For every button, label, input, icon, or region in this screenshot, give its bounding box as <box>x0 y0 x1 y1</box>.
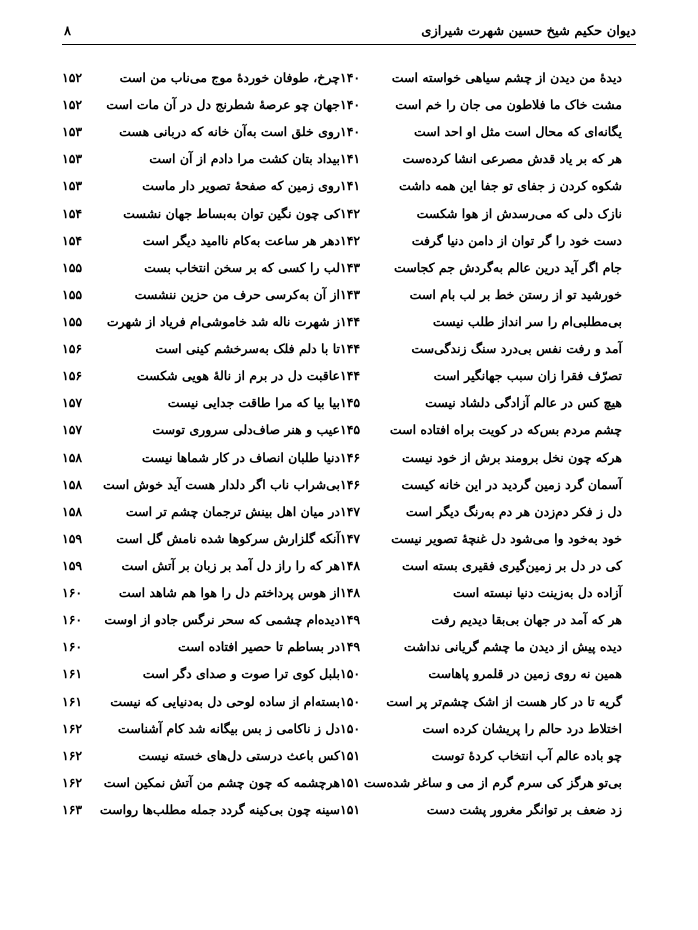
page-reference: ۱۴۵ <box>340 395 361 411</box>
index-entry <box>340 583 622 610</box>
index-entry <box>62 258 340 285</box>
index-entry <box>62 692 340 719</box>
verse-incipit: چو باده عالم آب انتخاب کردهٔ توست <box>431 747 622 763</box>
index-entry <box>340 393 622 420</box>
verse-incipit: هرچشمه که چون چشم من آتش نمکین است <box>103 774 340 790</box>
page-reference: ۱۶۰ <box>62 585 83 601</box>
page-reference: ۱۵۴ <box>62 205 83 221</box>
page-reference: ۱۶۳ <box>62 801 83 817</box>
index-entry <box>340 176 622 203</box>
verse-incipit: کی در دل بر زمین‌گیری فقیری بسته است <box>402 557 622 573</box>
verse-incipit: نازک دلی که می‌رسدش از هوا شکست <box>416 205 622 221</box>
page-reference: ۱۴۸ <box>340 557 361 573</box>
verse-incipit: دل ز ناکامی ز بس بیگانه شد کام آشناست <box>117 720 340 736</box>
verse-incipit: آسمان گرد زمین گردید در این خانه کیست <box>401 476 622 492</box>
index-entry <box>62 420 340 447</box>
verse-incipit: در میان اهل بینش ترجمان چشم تر است <box>125 503 340 519</box>
verse-incipit: کس باعث درستی دل‌های خسته نیست <box>138 747 340 763</box>
verse-incipit: از هوس پرداختم دل را هوا هم شاهد است <box>118 585 340 601</box>
verse-incipit: جهان چو عرصهٔ شطرنج دل در آن مات است <box>106 97 340 113</box>
index-entry <box>340 746 622 773</box>
page-reference: ۱۴۴ <box>340 313 361 329</box>
page-reference: ۱۴۰ <box>340 124 361 140</box>
verse-incipit: خورشید تو از رستن خط بر لب بام است <box>409 286 622 302</box>
index-entry <box>62 746 340 773</box>
book-title: دیوان حکیم شیخ حسین شهرت شیرازی <box>421 24 636 39</box>
index-column-right <box>340 68 622 827</box>
verse-incipit: چرخ، طوفان خوردهٔ موج می‌ناب من است <box>119 70 340 85</box>
page-reference: ۱۴۲ <box>340 232 361 248</box>
page-reference: ۱۴۶ <box>340 449 361 465</box>
page-reference: ۱۶۲ <box>62 774 83 790</box>
index-entry <box>62 68 340 95</box>
index-entry <box>340 366 622 393</box>
page-reference: ۱۶۱ <box>62 666 83 682</box>
index-entry <box>340 664 622 691</box>
index-entry <box>340 95 622 122</box>
index-entry <box>62 339 340 366</box>
verse-incipit: مشت خاک ما فلاطون می جان را خم است <box>395 97 622 113</box>
index-entry <box>62 556 340 583</box>
page-reference: ۱۴۶ <box>340 476 361 492</box>
verse-incipit: دیده‌ام چشمی که سحر نرگس جادو از اوست <box>104 612 340 628</box>
verse-incipit: هر که آمد در جهان بی‌بقا دیدیم رفت <box>431 612 622 628</box>
verse-incipit: دست خود را گر توان از دامن دنیا گرفت <box>411 232 622 248</box>
page-reference: ۱۶۲ <box>62 720 83 736</box>
page-reference: ۱۵۰ <box>340 693 361 709</box>
verse-incipit: بی‌شراب ناب اگر دلدار هست آید خوش است <box>103 476 340 492</box>
page-reference: ۱۵۰ <box>340 666 361 682</box>
index-column-left <box>62 68 340 827</box>
verse-incipit: آزاده دل به‌زینت دنیا نبسته است <box>453 585 622 601</box>
index-entry <box>340 149 622 176</box>
index-entry <box>340 637 622 664</box>
index-entry <box>62 448 340 475</box>
index-entry <box>62 285 340 312</box>
page-reference: ۱۴۲ <box>340 205 361 221</box>
verse-incipit: بیداد بتان کشت مرا دادم از آن است <box>149 151 340 167</box>
page-reference: ۱۶۰ <box>62 639 83 655</box>
index-entry <box>340 692 622 719</box>
page-reference: ۱۵۳ <box>62 124 83 140</box>
verse-incipit: بسته‌ام از ساده لوحی دل به‌دنیایی که نیست <box>110 693 340 709</box>
verse-incipit: هیچ کس در عالم آزادگی دلشاد نیست <box>425 395 622 411</box>
verse-incipit: لب را کسی که بر سخن انتخاب بست <box>144 259 340 275</box>
page-reference: ۱۵۹ <box>62 530 83 546</box>
index-entry <box>62 122 340 149</box>
page-reference: ۱۵۷ <box>62 395 83 411</box>
verse-incipit: دنیا طلبان انصاف در کار شماها نیست <box>141 449 340 465</box>
verse-incipit: شکوه کردن ز جفای تو جفا این همه داشت <box>398 178 622 194</box>
index-entry <box>340 800 622 827</box>
verse-incipit: بی‌تو هرگز کی سرم گرم از می و ساغر شده‌ست <box>363 774 622 790</box>
page-number: ۸ <box>64 24 71 39</box>
verse-incipit: عیب و هنر صاف‌دلی سروری توست <box>152 422 340 438</box>
page-reference: ۱۵۳ <box>62 178 83 194</box>
verse-incipit: یگانه‌ای که محال است مثل او احد است <box>413 124 622 140</box>
page-reference: ۱۵۳ <box>62 151 83 167</box>
page-reference: ۱۴۱ <box>340 178 361 194</box>
index-entry <box>340 420 622 447</box>
page-reference: ۱۴۸ <box>340 585 361 601</box>
index-entry <box>62 312 340 339</box>
index-entry <box>62 366 340 393</box>
page-reference: ۱۴۴ <box>340 341 361 357</box>
page-header <box>62 14 636 45</box>
verse-incipit: همین نه روی زمین در قلمرو پاهاست <box>428 666 622 682</box>
verse-incipit: از آن به‌کرسی حرف من حزین ننشست <box>134 286 340 302</box>
index-entry <box>62 637 340 664</box>
index-entry <box>340 122 622 149</box>
page-reference: ۱۵۵ <box>62 286 83 302</box>
index-entry <box>62 800 340 827</box>
index-entry <box>62 149 340 176</box>
index-entry <box>62 583 340 610</box>
page-reference: ۱۵۱ <box>340 801 361 817</box>
page-reference: ۱۴۴ <box>340 368 361 384</box>
page-reference: ۱۵۶ <box>62 368 83 384</box>
page-reference: ۱۴۰ <box>340 70 361 85</box>
verse-incipit: ز شهرت ناله شد خاموشی‌ام فریاد از شهرت <box>106 313 340 329</box>
index-entry <box>62 773 340 800</box>
index-entry <box>340 312 622 339</box>
page-reference: ۱۵۸ <box>62 476 83 492</box>
index-entry <box>62 231 340 258</box>
page-reference: ۱۵۸ <box>62 449 83 465</box>
page-reference: ۱۵۹ <box>62 557 83 573</box>
verse-incipit: آمد و رفت نفس بی‌درد سنگ زندگی‌ست <box>411 341 622 357</box>
page-reference: ۱۴۹ <box>340 612 361 628</box>
page-reference: ۱۴۳ <box>340 259 361 275</box>
verse-incipit: روی زمین که صفحهٔ تصویر دار ماست <box>142 178 340 194</box>
index-entry <box>340 610 622 637</box>
page-reference: ۱۵۱ <box>340 747 361 763</box>
verse-incipit: کی چون نگین توان به‌بساط جهان نشست <box>123 205 340 221</box>
verse-incipit: زد ضعف بر توانگر مغرور پشت دست <box>426 801 622 817</box>
index-entry <box>340 502 622 529</box>
verse-incipit: آنکه گلزارش سرکوها شده نامش گل است <box>116 530 340 546</box>
verse-incipit: دهر هر ساعت به‌کام ناامید دیگر است <box>142 232 340 248</box>
page-reference: ۱۵۱ <box>340 774 361 790</box>
verse-incipit: هر که را راز دل آمد بر زبان بر آتش است <box>121 557 340 573</box>
verse-incipit: چشم مردم بس‌که در کویت براه افتاده است <box>389 422 622 438</box>
verse-incipit: تا با دلم فلک به‌سرخشم کینی است <box>155 341 340 357</box>
page-reference: ۱۴۳ <box>340 286 361 302</box>
page-reference: ۱۴۹ <box>340 639 361 655</box>
page-reference: ۱۵۲ <box>62 97 83 113</box>
verse-incipit: روی خلق است به‌آن خانه که دربانی هست <box>119 124 340 140</box>
verse-incipit: دیده پیش از دیدن ما چشم گریانی نداشت <box>403 639 622 655</box>
verse-incipit: دیدهٔ من دیدن از چشم سیاهی خواسته است <box>391 70 622 85</box>
index-entry <box>62 393 340 420</box>
index-entry <box>62 95 340 122</box>
page-reference: ۱۴۷ <box>340 503 361 519</box>
index-entry <box>62 664 340 691</box>
index-entry <box>340 258 622 285</box>
page-reference: ۱۵۴ <box>62 232 83 248</box>
page-reference: ۱۵۷ <box>62 422 83 438</box>
verse-incipit: دل ز فکر دم‌زدن هر دم به‌رنگ دیگر است <box>405 503 622 519</box>
verse-incipit: در بساطم تا حصیر افتاده است <box>178 639 340 655</box>
index-entry <box>340 475 622 502</box>
index-entry <box>340 719 622 746</box>
verse-incipit: خود به‌خود وا می‌شود دل غنچهٔ تصویر نیست <box>391 530 622 546</box>
index-entry <box>340 556 622 583</box>
verse-incipit: بلبل کوی ترا صوت و صدای دگر است <box>142 666 340 682</box>
page-reference: ۱۶۱ <box>62 693 83 709</box>
page-reference: ۱۶۰ <box>62 612 83 628</box>
verse-incipit: بی‌مطلبی‌ام را سر انداز طلب نیست <box>432 313 622 329</box>
page-reference: ۱۵۰ <box>340 720 361 736</box>
index-entry <box>62 529 340 556</box>
page-reference: ۱۴۱ <box>340 151 361 167</box>
page-reference: ۱۴۵ <box>340 422 361 438</box>
page-reference: ۱۵۲ <box>62 70 83 85</box>
verse-incipit: هرکه چون نخل برومند برش از خود نیست <box>402 449 622 465</box>
index-entry <box>340 68 622 95</box>
verse-incipit: بیا بیا که مرا طاقت جدایی نیست <box>167 395 340 411</box>
page-reference: ۱۴۷ <box>340 530 361 546</box>
page-reference: ۱۵۸ <box>62 503 83 519</box>
index-entry <box>62 176 340 203</box>
page-reference: ۱۶۲ <box>62 747 83 763</box>
page-reference: ۱۵۶ <box>62 341 83 357</box>
page-reference: ۱۵۵ <box>62 313 83 329</box>
verse-incipit: هر که بر یاد قدش مصرعی انشا کرده‌ست <box>402 151 622 167</box>
index-entry <box>340 204 622 231</box>
index-entry <box>340 529 622 556</box>
index-entry <box>340 231 622 258</box>
index-entry <box>340 339 622 366</box>
verse-incipit: عاقبت دل در برم از نالهٔ هویی شکست <box>136 368 340 384</box>
page-reference: ۱۴۰ <box>340 97 361 113</box>
verse-incipit: اختلاط درد حالم را پریشان کرده است <box>422 720 622 736</box>
verse-incipit: گریه تا در کار هست از اشک چشم‌تر پر است <box>386 693 622 709</box>
verse-incipit: جام اگر آید درین عالم به‌گردش جم کجاست <box>393 259 622 275</box>
index-entry <box>62 475 340 502</box>
index-entry <box>340 448 622 475</box>
page-reference: ۱۵۵ <box>62 259 83 275</box>
index-entry <box>340 773 622 800</box>
index-entry <box>62 719 340 746</box>
index-entry <box>62 610 340 637</box>
verse-incipit: سینه چون بی‌کینه گردد جمله مطلب‌ها رواست <box>99 801 340 817</box>
index-entry <box>62 502 340 529</box>
verse-incipit: تصرّف فقرا زان سبب جهانگیر است <box>433 368 622 384</box>
index-entry <box>340 285 622 312</box>
index-entry <box>62 204 340 231</box>
